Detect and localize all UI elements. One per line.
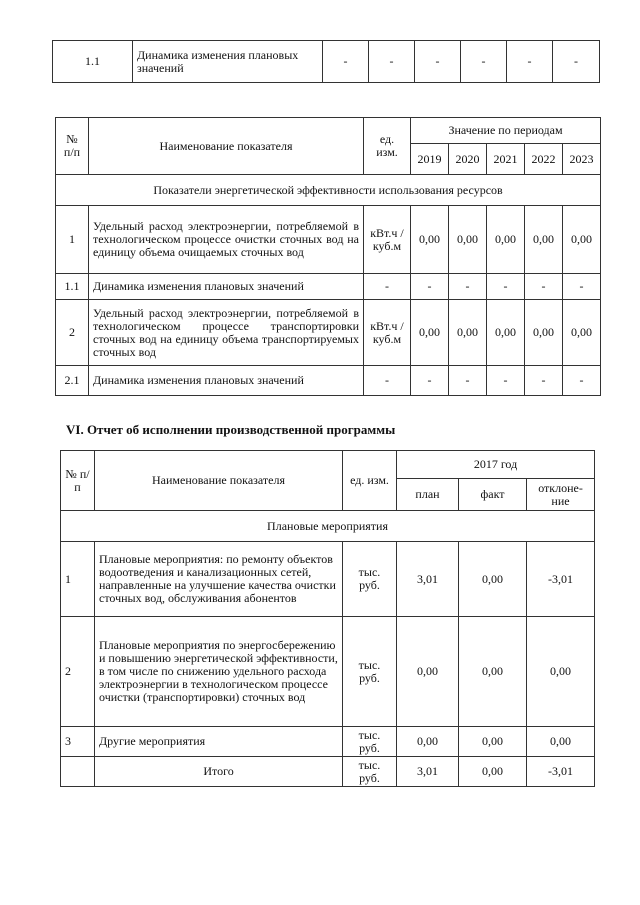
header-year: 2021 xyxy=(487,144,525,175)
row-number: 3 xyxy=(61,727,95,757)
deviation-cell: -3,01 xyxy=(527,542,595,617)
row-number: 1 xyxy=(61,542,95,617)
table-row xyxy=(56,206,601,274)
value-cell: 0,00 xyxy=(449,206,487,274)
indicator-name: Динамика изменения плановых значений xyxy=(89,366,364,396)
header-name: Наименование показателя xyxy=(89,118,364,175)
value-cell: 0,00 xyxy=(487,206,525,274)
value-cell: - xyxy=(411,274,449,300)
energy-efficiency-table xyxy=(55,117,601,396)
measure-name: Другие мероприятия xyxy=(95,727,343,757)
section-row xyxy=(56,175,601,206)
indicator-name: Удельный расход электроэнергии, потребляемой в технологическом процессе транспортировки сточных вод на единицу объема транспортируемых сточных вод xyxy=(89,300,364,366)
row-number: 1.1 xyxy=(53,41,133,83)
plan-cell: 0,00 xyxy=(397,617,459,727)
value-cell: 0,00 xyxy=(525,300,563,366)
table-row xyxy=(61,617,595,727)
value-cell: 0,00 xyxy=(525,206,563,274)
unit-cell: - xyxy=(364,366,411,396)
fact-cell: 0,00 xyxy=(459,757,527,787)
value-cell: - xyxy=(507,41,553,83)
header-deviation: отклоне-ние xyxy=(527,479,595,511)
row-number: 1.1 xyxy=(56,274,89,300)
header-name: Наименование показателя xyxy=(95,451,343,511)
plan-cell: 3,01 xyxy=(397,757,459,787)
value-cell: 0,00 xyxy=(411,206,449,274)
indicator-name: Динамика изменения плановых значений xyxy=(89,274,364,300)
header-unit: ед. изм. xyxy=(343,451,397,511)
row-number: 2.1 xyxy=(56,366,89,396)
row-number: 2 xyxy=(61,617,95,727)
value-cell: 0,00 xyxy=(449,300,487,366)
table-row xyxy=(56,300,601,366)
table-row xyxy=(56,366,601,396)
table-row xyxy=(53,41,600,83)
measure-name: Плановые мероприятия по энергосбережению и повышению энергетической эффективности, в том числе по снижению удельного расхода электроэнергии в технологическом процессе очистки (транспортировки) сточных вод xyxy=(95,617,343,727)
unit-cell: тыс. руб. xyxy=(343,617,397,727)
header-periods: Значение по периодам xyxy=(411,118,601,144)
indicator-name: Динамика изменения плановых значений xyxy=(133,41,323,83)
indicator-name: Удельный расход электроэнергии, потребляемой в технологическом процессе очистки сточных вод на единицу объема очищаемых сточных вод xyxy=(89,206,364,274)
total-row xyxy=(61,757,595,787)
header-year: 2020 xyxy=(449,144,487,175)
top-fragment-table xyxy=(52,40,600,83)
value-cell: - xyxy=(525,366,563,396)
value-cell: - xyxy=(525,274,563,300)
program-report-table xyxy=(60,450,595,787)
value-cell: - xyxy=(487,274,525,300)
unit-cell: кВт.ч / куб.м xyxy=(364,206,411,274)
row-number: 2 xyxy=(56,300,89,366)
value-cell: 0,00 xyxy=(563,206,601,274)
header-fact: факт xyxy=(459,479,527,511)
unit-cell: тыс. руб. xyxy=(343,727,397,757)
measure-name: Плановые мероприятия: по ремонту объектов водоотведения и канализационных сетей, направленные на улучшение качества очистки сточных вод, обслуживания абонентов xyxy=(95,542,343,617)
header-row xyxy=(61,451,595,479)
value-cell: - xyxy=(415,41,461,83)
table-row xyxy=(61,727,595,757)
fact-cell: 0,00 xyxy=(459,617,527,727)
section-row xyxy=(61,511,595,542)
value-cell: - xyxy=(411,366,449,396)
value-cell: 0,00 xyxy=(487,300,525,366)
total-label: Итого xyxy=(95,757,343,787)
section-title: Плановые мероприятия xyxy=(61,511,595,542)
value-cell: 0,00 xyxy=(411,300,449,366)
fact-cell: 0,00 xyxy=(459,727,527,757)
unit-cell: тыс. руб. xyxy=(343,542,397,617)
deviation-cell: -3,01 xyxy=(527,757,595,787)
table-row xyxy=(56,274,601,300)
deviation-cell: 0,00 xyxy=(527,617,595,727)
fact-cell: 0,00 xyxy=(459,542,527,617)
value-cell: - xyxy=(563,366,601,396)
unit-cell: тыс. руб. xyxy=(343,757,397,787)
unit-cell: - xyxy=(364,274,411,300)
header-year: 2019 xyxy=(411,144,449,175)
value-cell: - xyxy=(449,274,487,300)
header-year: 2023 xyxy=(563,144,601,175)
plan-cell: 3,01 xyxy=(397,542,459,617)
row-number xyxy=(61,757,95,787)
value-cell: - xyxy=(563,274,601,300)
value-cell: - xyxy=(323,41,369,83)
header-year: 2022 xyxy=(525,144,563,175)
header-unit: ед. изм. xyxy=(364,118,411,175)
deviation-cell: 0,00 xyxy=(527,727,595,757)
header-row xyxy=(56,118,601,144)
value-cell: 0,00 xyxy=(563,300,601,366)
plan-cell: 0,00 xyxy=(397,727,459,757)
section-title: Показатели энергетической эффективности использования ресурсов xyxy=(56,175,601,206)
unit-cell: кВт.ч / куб.м xyxy=(364,300,411,366)
header-plan: план xyxy=(397,479,459,511)
header-year: 2017 год xyxy=(397,451,595,479)
row-number: 1 xyxy=(56,206,89,274)
section-heading: VI. Отчет об исполнении производственной программы xyxy=(66,422,396,437)
header-number: № п/п xyxy=(56,118,89,175)
value-cell: - xyxy=(487,366,525,396)
value-cell: - xyxy=(449,366,487,396)
value-cell: - xyxy=(369,41,415,83)
value-cell: - xyxy=(553,41,600,83)
table-row xyxy=(61,542,595,617)
header-number: № п/п xyxy=(61,451,95,511)
value-cell: - xyxy=(461,41,507,83)
